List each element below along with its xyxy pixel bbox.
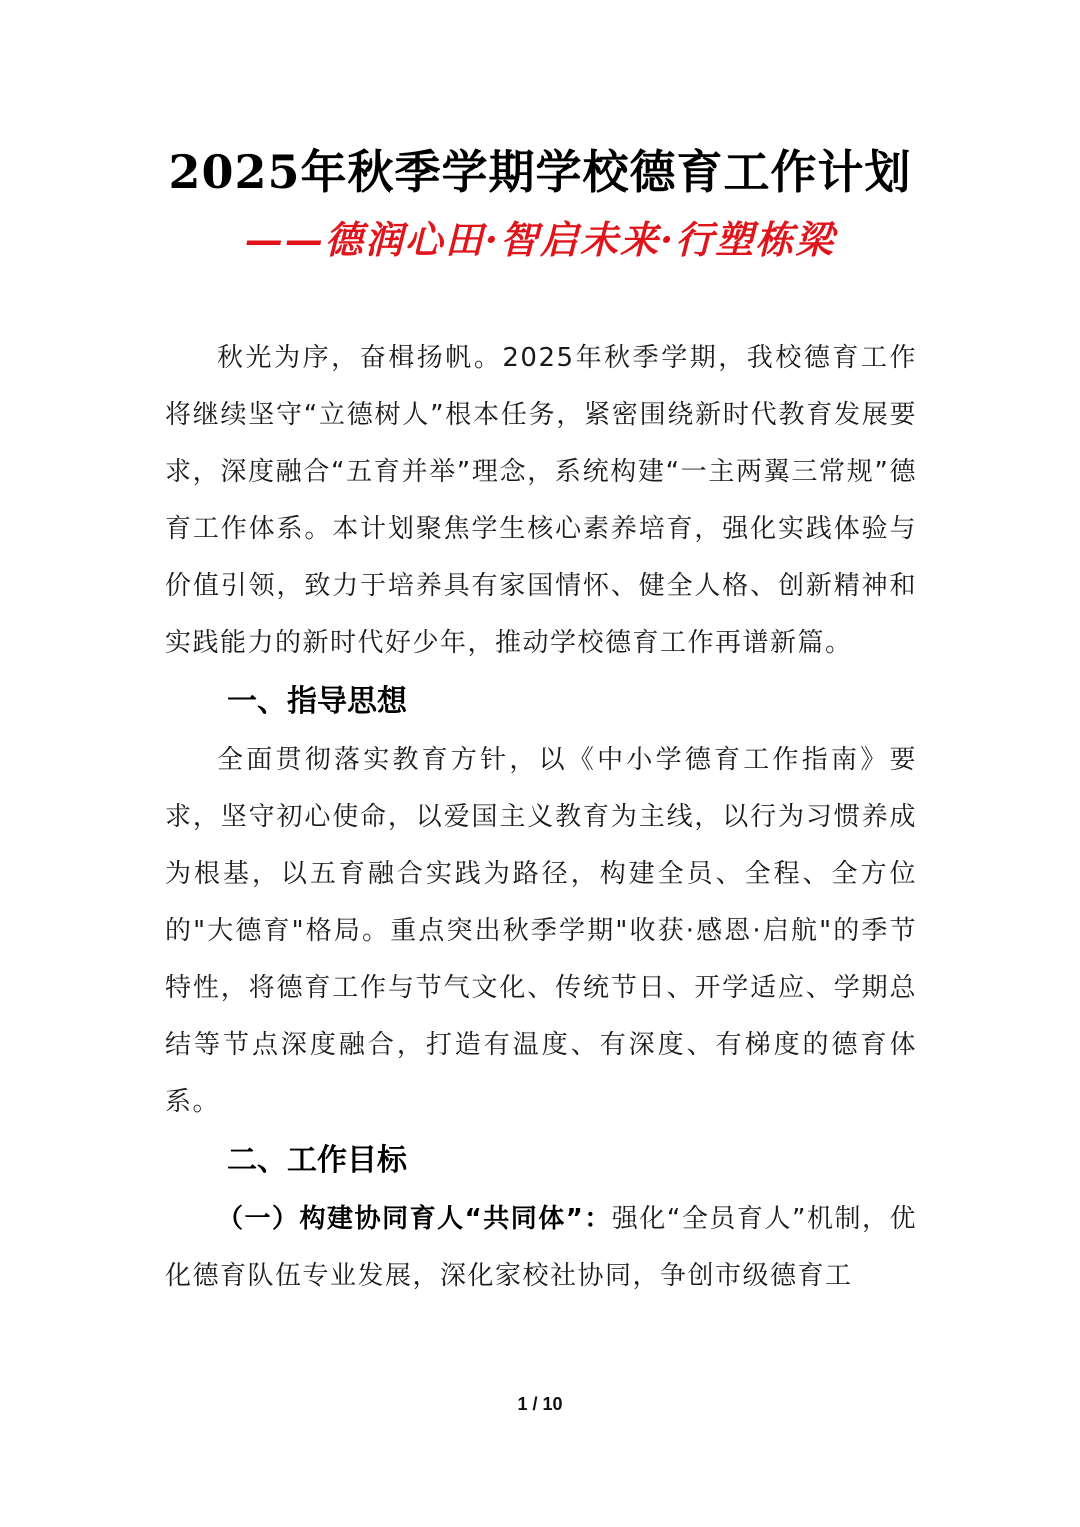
document-subtitle: ——德润心田·智启未来·行塑栋梁	[244, 217, 836, 262]
page-number: 1 / 10	[517, 1394, 563, 1414]
guiding-ideology-paragraph: 全面贯彻落实教育方针，以《中小学德育工作指南》要求，坚守初心使命，以爱国主义教育为主线，以行为习惯养成为根基，以五育融合实践为路径，构建全员、全程、全方位的"大德育"格局。重点突出秋季学期"收获·感恩·启航"的季节特性，将德育工作与节气文化、传统节日、开学适应、学期总结等节点深度融合，打造有温度、有深度、有梯度的德育体系。	[165, 745, 917, 1117]
section-heading-work-goals: 二、工作目标	[227, 1143, 407, 1178]
intro-paragraph: 秋光为序，奋楫扬帆。2025年秋季学期，我校德育工作将继续坚守“立德树人”根本任务，紧密围绕新时代教育发展要求，深度融合“五育并举”理念，系统构建“一主两翼三常规”德育工作体系。本计划聚焦学生核心素养培育，强化实践体验与价值引领，致力于培养具有家国情怀、健全人格、创新精神和实践能力的新时代好少年，推动学校德育工作再谱新篇。	[165, 343, 917, 658]
work-goal-item-1-text: 强化“全员育人”机制，优化德育队伍专业发展，深化家校社协同，争创市级德育工	[165, 1204, 917, 1291]
section-heading-guiding-ideology: 一、指导思想	[227, 684, 407, 719]
document-body	[165, 330, 917, 1305]
work-goal-item-1	[165, 1191, 917, 1305]
document-title: 2025年秋季学期学校德育工作计划	[168, 145, 912, 199]
work-goal-item-1-lead: （一）构建协同育人“共同体”：	[217, 1204, 612, 1234]
